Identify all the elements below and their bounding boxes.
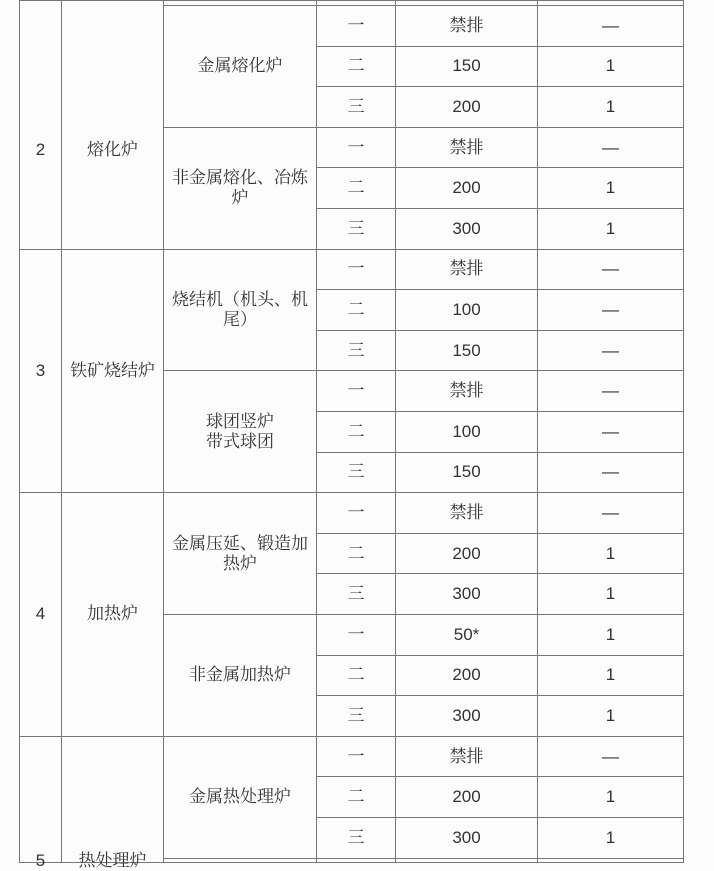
grade-cell: 二: [317, 533, 396, 574]
limit-cell: 200: [396, 168, 538, 209]
limit-cell: 禁排: [396, 736, 538, 777]
furnace-type-cell: 铁矿烧结炉: [62, 249, 164, 493]
grade-cell: 一: [317, 371, 396, 412]
grade-cell: 三: [317, 208, 396, 249]
grade-cell: 一: [317, 127, 396, 168]
grade-cell: 一: [317, 249, 396, 290]
limit-cell: 禁排: [396, 6, 538, 47]
table-row: [20, 493, 684, 534]
furnace-subtype-cell: 金属热处理炉: [164, 736, 317, 858]
flag-cell: 1: [538, 777, 684, 818]
flag-cell: —: [538, 290, 684, 331]
limit-cell: 200: [396, 777, 538, 818]
flag-cell: —: [538, 330, 684, 371]
limit-cell: 150: [396, 330, 538, 371]
flag-cell: —: [538, 127, 684, 168]
grade-cell: 一: [317, 6, 396, 47]
limit-cell: 300: [396, 696, 538, 737]
flag-cell: —: [538, 736, 684, 777]
limit-cell: 200: [396, 533, 538, 574]
row-number: 5: [35, 850, 46, 870]
partial-subtype-cell: [164, 858, 317, 862]
furnace-type-cell: [62, 736, 164, 870]
flag-cell: 1: [538, 818, 684, 859]
furnace-type-label: 热处理炉: [78, 850, 147, 870]
limit-cell: 禁排: [396, 371, 538, 412]
flag-cell: 1: [538, 696, 684, 737]
grade-cell: 三: [317, 818, 396, 859]
row-number-cell: 4: [20, 493, 62, 737]
grade-cell: 二: [317, 777, 396, 818]
limit-cell: 禁排: [396, 249, 538, 290]
flag-cell: 1: [538, 46, 684, 87]
furnace-subtype-cell: 烧结机（机头、机尾）: [164, 249, 317, 371]
furnace-subtype-cell: 金属熔化炉: [164, 6, 317, 128]
flag-cell: 1: [538, 87, 684, 128]
flag-cell: 1: [538, 208, 684, 249]
grade-cell: 三: [317, 696, 396, 737]
grade-cell: 二: [317, 168, 396, 209]
furnace-subtype-cell: 金属压延、锻造加热炉: [164, 493, 317, 615]
grade-cell: 二: [317, 655, 396, 696]
limit-cell: 100: [396, 290, 538, 331]
grade-cell: 三: [317, 574, 396, 615]
grade-cell: 三: [317, 452, 396, 493]
furnace-subtype-cell: [164, 371, 317, 493]
row-number-cell: 3: [20, 249, 62, 493]
limit-cell: 300: [396, 574, 538, 615]
grade-cell: 二: [317, 290, 396, 331]
flag-cell: 1: [538, 168, 684, 209]
limit-cell: 200: [396, 655, 538, 696]
limit-cell: 300: [396, 208, 538, 249]
subtype-line: 球团竖炉: [206, 411, 274, 431]
furnace-subtype-cell: 非金属加热炉: [164, 614, 317, 736]
flag-cell: 1: [538, 614, 684, 655]
flag-cell: —: [538, 493, 684, 534]
table-row: [20, 736, 684, 777]
grade-cell: 三: [317, 330, 396, 371]
flag-cell: —: [538, 371, 684, 412]
furnace-type-cell: 加热炉: [62, 493, 164, 737]
limit-cell: 300: [396, 818, 538, 859]
subtype-line: 带式球团: [206, 431, 274, 451]
limit-cell: 150: [396, 46, 538, 87]
grade-cell: 一: [317, 614, 396, 655]
limit-cell: 禁排: [396, 127, 538, 168]
furnace-type-cell: [62, 1, 164, 250]
emission-limits-table: [19, 0, 684, 870]
flag-cell: —: [538, 6, 684, 47]
partial-grade-cell: [317, 858, 396, 862]
grade-cell: 二: [317, 46, 396, 87]
flag-cell: 1: [538, 574, 684, 615]
row-number-cell: [20, 1, 62, 250]
limit-cell: 50*: [396, 614, 538, 655]
grade-cell: 二: [317, 411, 396, 452]
limit-cell: 200: [396, 87, 538, 128]
row-number: 2: [35, 140, 46, 160]
limit-cell: 150: [396, 452, 538, 493]
furnace-subtype-cell: 非金属熔化、冶炼炉: [164, 127, 317, 249]
partial-flag-cell: [538, 858, 684, 862]
flag-cell: —: [538, 411, 684, 452]
flag-cell: 1: [538, 533, 684, 574]
limit-cell: 100: [396, 411, 538, 452]
row-number-cell: [20, 736, 62, 870]
flag-cell: —: [538, 249, 684, 290]
partial-limit-cell: [396, 858, 538, 862]
furnace-type-label: 熔化炉: [87, 140, 138, 160]
grade-cell: 三: [317, 87, 396, 128]
table-row: [20, 249, 684, 290]
grade-cell: 一: [317, 736, 396, 777]
limit-cell: 禁排: [396, 493, 538, 534]
flag-cell: —: [538, 452, 684, 493]
grade-cell: 一: [317, 493, 396, 534]
flag-cell: 1: [538, 655, 684, 696]
